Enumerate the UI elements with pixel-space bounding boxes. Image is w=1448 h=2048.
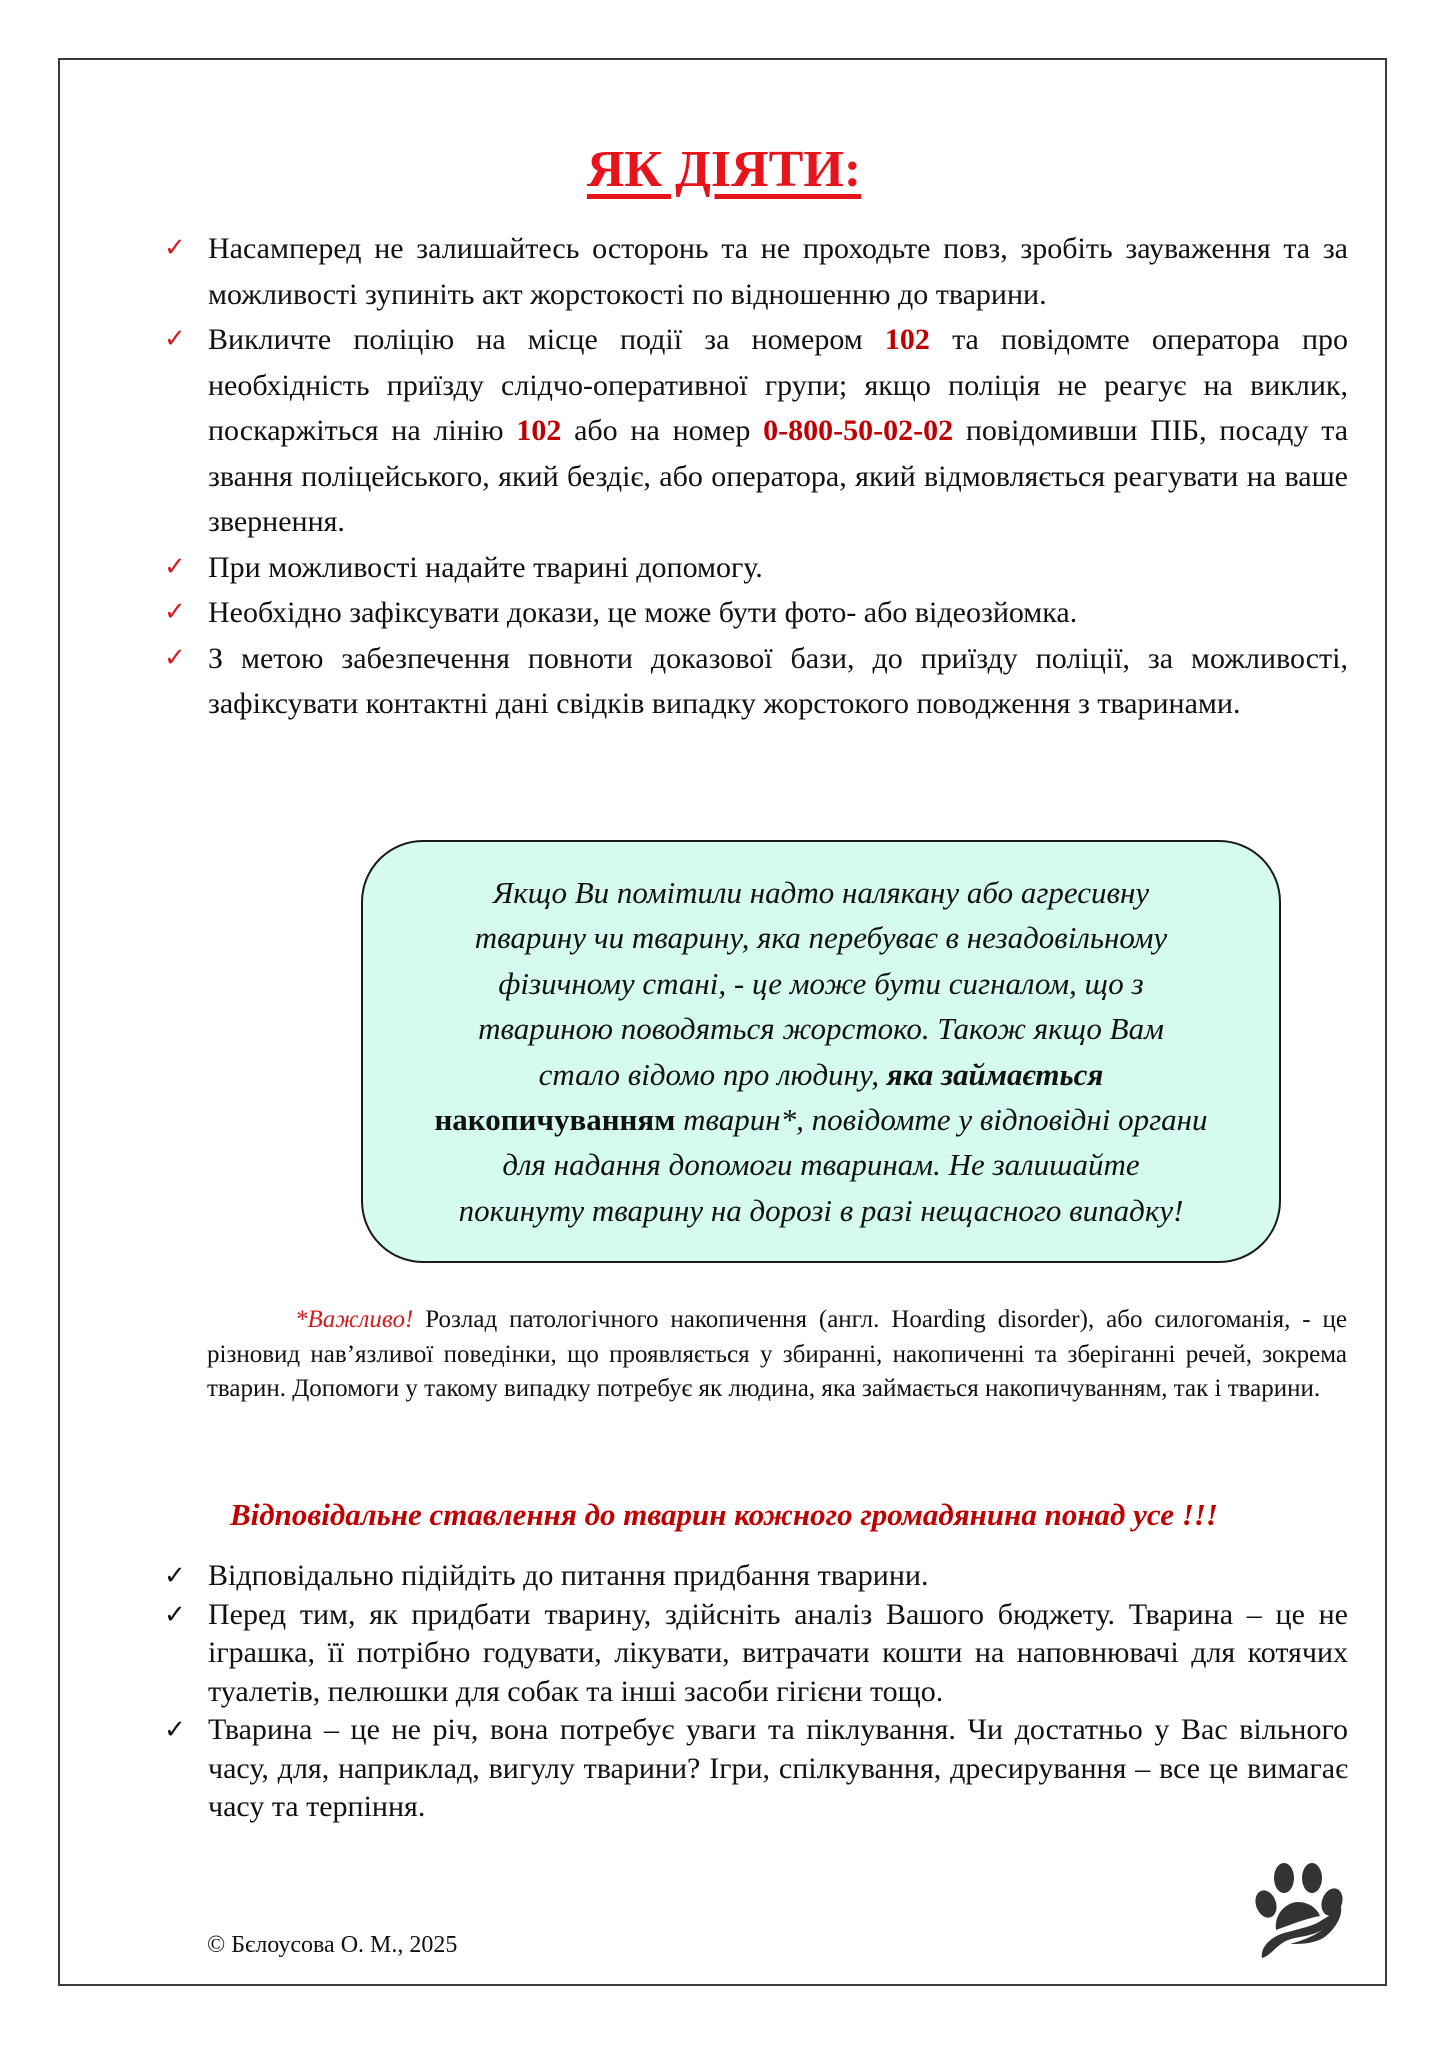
item-text: При можливості надайте тварині допомогу. xyxy=(208,550,763,584)
red-checkmark-icon: ✓ xyxy=(164,597,186,627)
red-checkmark-icon: ✓ xyxy=(164,642,186,673)
list-item xyxy=(160,226,1348,317)
police-number: 102 xyxy=(884,323,930,356)
callout-text: стало відомо про людину, xyxy=(538,1056,887,1092)
item-text: Відповідально підійдіть до питання придбання тварини. xyxy=(208,1559,929,1592)
police-line-number: 102 xyxy=(516,414,562,447)
list-item xyxy=(160,636,1348,727)
black-checkmark-icon: ✓ xyxy=(164,1561,186,1591)
list-item xyxy=(160,1596,1348,1712)
red-checkmark-icon: ✓ xyxy=(164,233,186,263)
callout-line xyxy=(363,1097,1279,1142)
note-text: Розлад патологічного накопичення (англ. Hoarding disorder), або силогоманія, - це різновид нав’язливої поведінки, що проявляється у збиранні, накопиченні та зберіганні речей, зокрема тварин. Допомоги у такому випадку потребує як людина, яка займається накопичуванням, так і тварини. xyxy=(207,1306,1347,1402)
item-text: Необхідно зафіксувати докази, це може бути фото- або відеозйомка. xyxy=(208,596,1078,629)
list-item xyxy=(160,590,1348,636)
item-text: та повідомте оператора про необхідність приїзду слідчо-оперативної групи; якщо поліція не реагує на виклик, поскаржіться на лінію xyxy=(208,323,1348,447)
item-text: Тварина – це не річ, вона потребує уваги та піклування. Чи достатньо у Вас вільного часу, для, наприклад, вигулу тварини? Ігри, спілкування, дресирування – все це вимагає часу та терпіння. xyxy=(208,1713,1348,1823)
list-item xyxy=(160,1557,1348,1596)
page-title xyxy=(0,140,1448,200)
callout-line: твариною поводяться жорстоко. Також якщо Вам xyxy=(478,1011,1164,1047)
callout-bold-text: яка займається xyxy=(886,1056,1104,1092)
paw-in-hand-icon xyxy=(1252,1860,1362,1970)
red-checkmark-icon: ✓ xyxy=(164,551,186,582)
responsibility-list xyxy=(160,1557,1348,1827)
callout-line: фізичному стані, - це може бути сигналом, що з xyxy=(498,965,1144,1001)
action-list xyxy=(160,226,1348,727)
list-item xyxy=(160,545,1348,591)
item-text: Насамперед не залишайтесь осторонь та не проходьте повз, зробіть зауваження та за можливості зупиніть акт жорстокості по відношенню до тварини. xyxy=(208,232,1348,311)
important-label: *Важливо! xyxy=(295,1306,414,1333)
slogan-heading: Відповідальне ставлення до тварин кожного громадянина понад усе !!! xyxy=(230,1497,1218,1532)
list-item xyxy=(160,1711,1348,1827)
black-checkmark-icon: ✓ xyxy=(164,1715,186,1745)
important-note xyxy=(207,1303,1347,1407)
callout-line xyxy=(363,1052,1279,1097)
list-item xyxy=(160,317,1348,545)
title-text: ЯК ДІЯТИ: xyxy=(586,141,862,198)
callout-line: тварину чи тварину, яка перебуває в незадовільному xyxy=(474,920,1168,956)
callout-line: Якщо Ви помітили надто налякану або агресивну xyxy=(492,875,1150,910)
item-text: повідомивши ПІБ, посаду та звання поліцейського, який бездіє, або оператора, який відмовляється реагувати на ваше звернення. xyxy=(208,414,1349,538)
callout-line: покинуту тварину на дорозі в разі нещасного випадку! xyxy=(458,1192,1184,1228)
item-text: З метою забезпечення повноти доказової бази, до приїзду поліції, за можливості, зафіксувати контактні дані свідків випадку жорстокого поводження з тваринами. xyxy=(208,641,1348,720)
black-checkmark-icon: ✓ xyxy=(164,1599,186,1630)
callout-text: тварин*, повідомте у відповідні органи xyxy=(675,1102,1208,1138)
item-text: Викличте поліцію на місце події за номером xyxy=(208,323,885,356)
item-text: Перед тим, як придбати тварину, здійсніть аналіз Вашого бюджету. Тварина – це не іграшка, її потрібно годувати, лікувати, витрачати кошти на наповнювачі для котячих туалетів, пелюшки для собак та інші засоби гігієни тощо. xyxy=(208,1597,1348,1708)
callout-bold-text: накопичуванням xyxy=(434,1102,676,1138)
red-checkmark-icon: ✓ xyxy=(164,324,186,354)
warning-callout-box xyxy=(361,840,1281,1263)
item-text: або на номер xyxy=(561,414,764,447)
hotline-number: 0-800-50-02-02 xyxy=(763,414,954,447)
copyright: © Бєлоусова О. М., 2025 xyxy=(207,1932,458,1958)
callout-line: для надання допомоги тваринам. Не залишайте xyxy=(502,1147,1140,1183)
